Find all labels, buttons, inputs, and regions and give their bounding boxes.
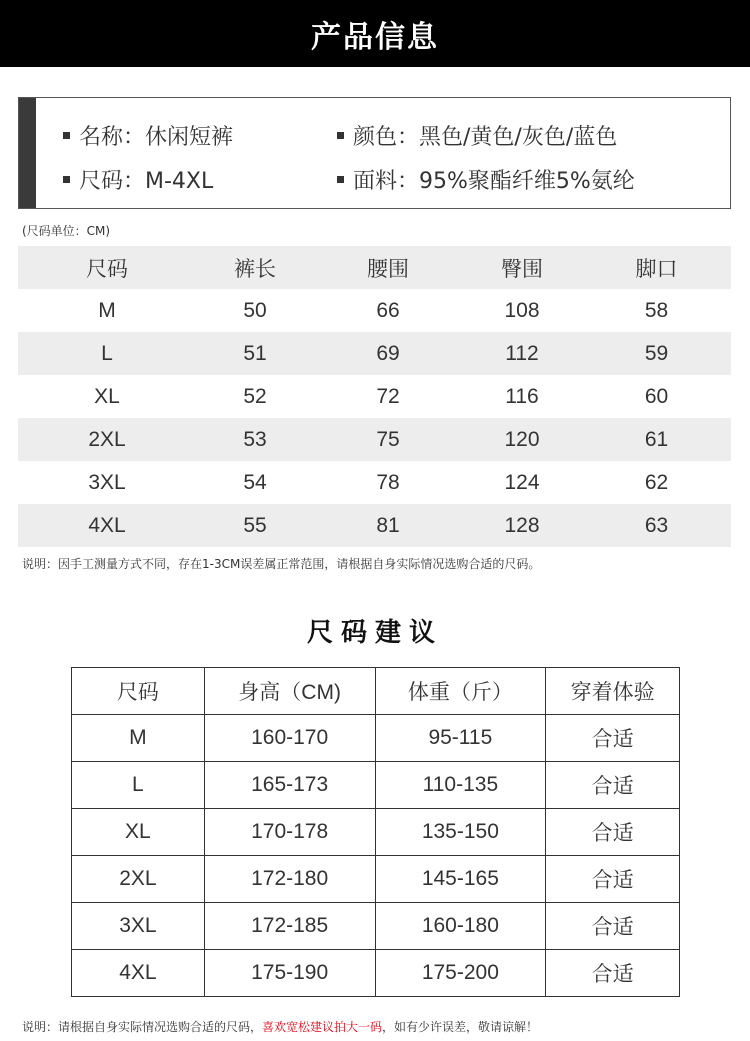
table-cell: 95-115 (375, 715, 546, 762)
table-cell: 160-170 (204, 715, 375, 762)
bullet-square-icon (337, 132, 344, 139)
table-row (18, 461, 731, 504)
table-cell: 2XL (72, 856, 205, 903)
table-cell: 160-180 (375, 903, 546, 950)
table-row (72, 950, 680, 997)
table-cell: 合适 (546, 715, 680, 762)
table-cell: 61 (644, 427, 669, 451)
table-cell: 63 (644, 513, 669, 537)
table-cell: 108 (504, 298, 540, 322)
table-row (18, 375, 731, 418)
table-cell: 合适 (546, 950, 680, 997)
info-size (63, 164, 213, 195)
table-cell: 172-185 (204, 903, 375, 950)
size-chart-header-row (18, 246, 731, 289)
table-row (18, 289, 731, 332)
info-name-text: 名称：休闲短裤 (79, 125, 234, 150)
table-cell: 145-165 (375, 856, 546, 903)
table-cell: 3XL (88, 470, 126, 494)
table-cell: 合适 (546, 809, 680, 856)
product-info-box (18, 97, 731, 209)
table-cell: 124 (504, 470, 540, 494)
header-cell: 臀围 (501, 257, 543, 281)
header-cell: 尺码 (72, 668, 205, 715)
table-cell: 52 (243, 384, 267, 408)
table-row (72, 856, 680, 903)
header-cell: 裤长 (234, 257, 276, 281)
table-cell: M (72, 715, 205, 762)
table-cell: 4XL (88, 513, 126, 537)
table-row (72, 809, 680, 856)
info-size-text: 尺码：M-4XL (79, 169, 214, 194)
info-color-text: 颜色：黑色/黄色/灰色/蓝色 (353, 125, 618, 150)
info-fabric-text: 面料：95%聚酯纤维5%氨纶 (353, 169, 635, 194)
info-accent-bar (19, 98, 36, 208)
table-cell: 116 (505, 384, 539, 408)
table-cell: 62 (644, 470, 669, 494)
table-cell: 175-200 (375, 950, 546, 997)
table-row (18, 504, 731, 547)
page-title: 产品信息 (311, 19, 439, 55)
bullet-square-icon (63, 176, 70, 183)
bullet-square-icon (63, 132, 70, 139)
recommendation-title: 尺码建议 (306, 618, 443, 648)
header-cell: 体重（斤） (375, 668, 546, 715)
measurement-note: 说明：因手工测量方式不同，存在1-3CM误差属正常范围，请根据自身实际情况选购合适的尺码。 (22, 557, 541, 571)
info-fabric (337, 164, 635, 195)
table-row (72, 903, 680, 950)
header-cell: 腰围 (367, 257, 409, 281)
recommendation-note (22, 1018, 538, 1035)
table-row (72, 762, 680, 809)
size-chart-table (18, 246, 731, 547)
table-cell: 112 (505, 341, 539, 365)
note-text: ，如有少许误差，敬请谅解！ (382, 1020, 539, 1034)
table-cell: 53 (243, 427, 267, 451)
table-cell: XL (94, 384, 120, 408)
table-row (72, 715, 680, 762)
table-cell: 2XL (88, 427, 126, 451)
table-cell: 合适 (546, 856, 680, 903)
table-cell: 60 (644, 384, 669, 408)
table-cell: 3XL (72, 903, 205, 950)
header-cell: 脚口 (635, 257, 678, 281)
info-color (337, 120, 617, 151)
table-cell: 81 (376, 513, 400, 537)
table-cell: 170-178 (204, 809, 375, 856)
unit-note: (尺码单位：CM) (22, 224, 111, 238)
table-cell: XL (72, 809, 205, 856)
table-cell: 51 (243, 341, 267, 365)
header-cell: 身高（CM) (204, 668, 375, 715)
info-name (63, 120, 233, 151)
table-cell: 69 (376, 341, 400, 365)
table-cell: 135-150 (375, 809, 546, 856)
note-text: 说明：请根据自身实际情况选购合适的尺码， (22, 1020, 263, 1034)
table-cell: L (101, 341, 113, 365)
table-cell: 55 (243, 513, 267, 537)
table-cell: 72 (376, 384, 400, 408)
recommendation-header-row (72, 668, 680, 715)
table-cell: 172-180 (204, 856, 375, 903)
bullet-square-icon (337, 176, 344, 183)
table-row (18, 332, 731, 375)
table-cell: 175-190 (204, 950, 375, 997)
table-cell: L (72, 762, 205, 809)
header-cell: 尺码 (86, 257, 128, 281)
table-cell: 54 (243, 470, 267, 494)
table-cell: 4XL (72, 950, 205, 997)
header-bar (0, 0, 750, 67)
table-cell: 120 (504, 427, 540, 451)
header-cell: 穿着体验 (546, 668, 680, 715)
table-cell: 59 (644, 341, 669, 365)
table-cell: 50 (243, 298, 267, 322)
table-cell: 110-135 (375, 762, 546, 809)
table-cell: 合适 (546, 903, 680, 950)
table-cell: 58 (644, 298, 669, 322)
table-cell: 128 (504, 513, 540, 537)
table-cell: 75 (376, 427, 400, 451)
table-cell: 合适 (546, 762, 680, 809)
table-cell: M (98, 298, 116, 322)
table-cell: 78 (376, 470, 400, 494)
table-cell: 165-173 (204, 762, 375, 809)
table-row (18, 418, 731, 461)
note-highlight: 喜欢宽松建议拍大一码 (262, 1020, 383, 1034)
recommendation-table (71, 667, 680, 997)
table-cell: 66 (376, 298, 400, 322)
